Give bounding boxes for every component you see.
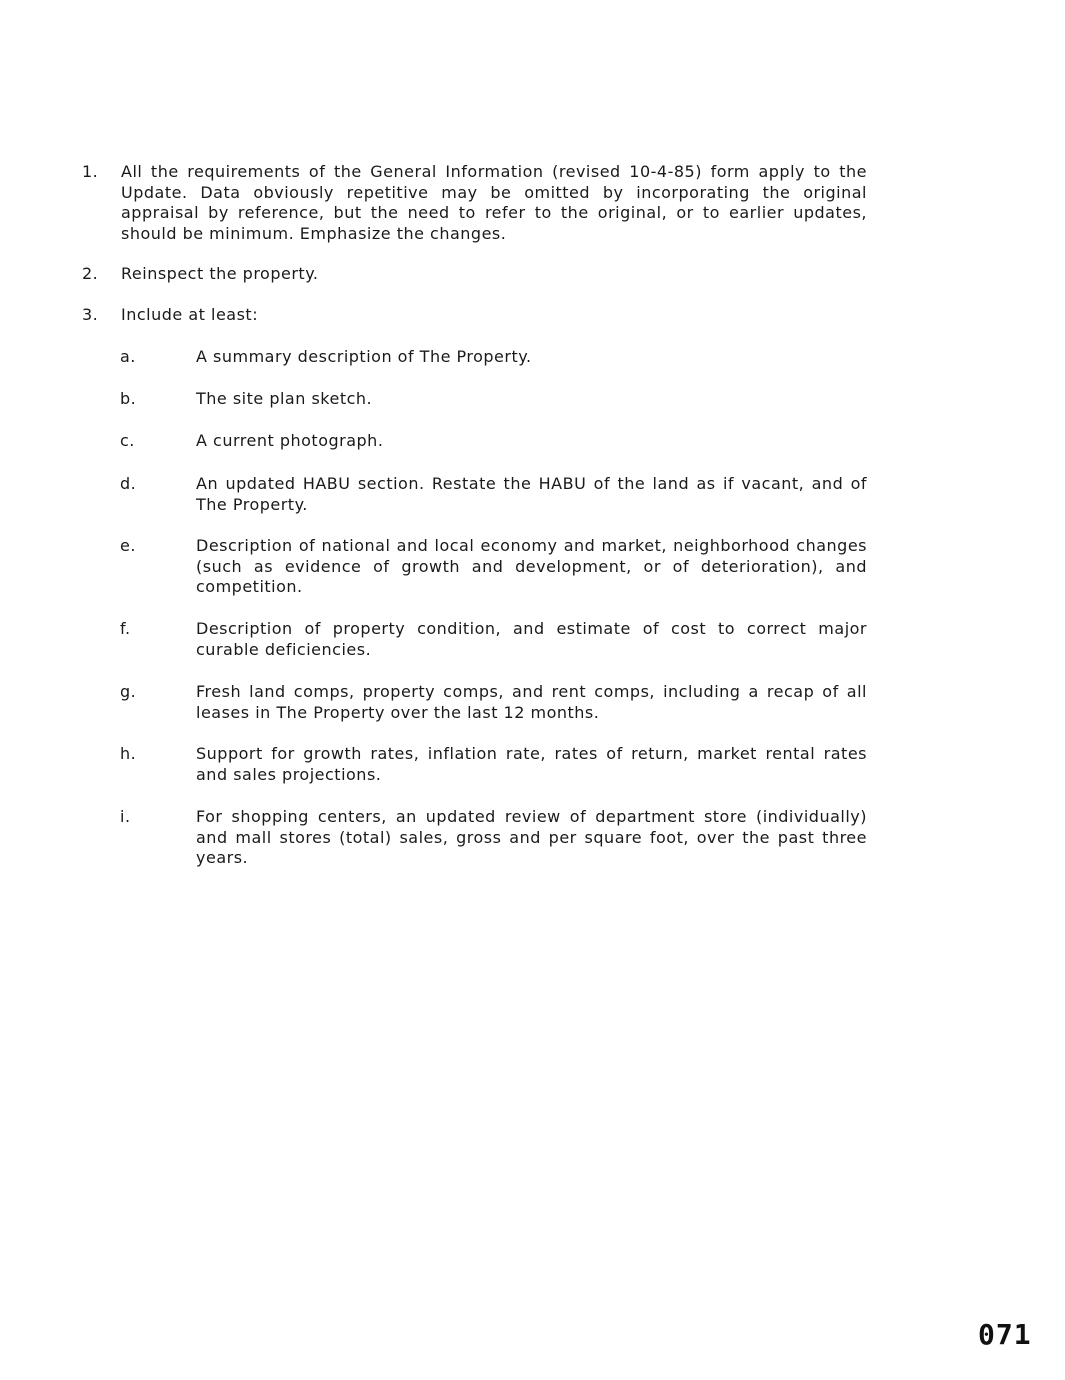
item-number: 1. xyxy=(82,162,99,181)
sub-item-text: The site plan sketch. xyxy=(196,389,373,408)
sub-item-text: Description of national and local economy and market, neighborhood changes (such as evidence of growth and development, or of deterioration), and competition. xyxy=(196,536,867,596)
page-number: 071 xyxy=(978,1318,1032,1351)
sub-item-text: Support for growth rates, inflation rate, rates of return, market rental rates and sales projections. xyxy=(196,744,867,784)
item-text: All the requirements of the General Information (revised 10-4-85) form apply to the Update. Data obviously repetitive may be omitted by incorporating the original appraisal by reference, but the need to refer to the original, or to earlier updates, should be minimum. Emphasize the changes. xyxy=(121,162,867,243)
sub-item-letter: c. xyxy=(120,431,135,450)
item-number: 2. xyxy=(82,264,99,283)
sub-item-text: A current photograph. xyxy=(196,431,384,450)
sub-item-letter: e. xyxy=(120,536,136,555)
item-text: Include at least: xyxy=(121,305,259,324)
sub-item-letter: h. xyxy=(120,744,137,763)
sub-item-letter: i. xyxy=(120,807,131,826)
sub-item-letter: a. xyxy=(120,347,136,366)
sub-item-letter: g. xyxy=(120,682,137,701)
item-text: Reinspect the property. xyxy=(121,264,319,283)
sub-item-text: An updated HABU section. Restate the HABU of the land as if vacant, and of The Property. xyxy=(196,474,867,514)
sub-item-text: A summary description of The Property. xyxy=(196,347,532,366)
sub-item-letter: b. xyxy=(120,389,137,408)
sub-item-text: For shopping centers, an updated review of department store (individually) and mall stores (total) sales, gross and per square foot, over the past three years. xyxy=(196,807,867,867)
item-number: 3. xyxy=(82,305,99,324)
sub-item-text: Fresh land comps, property comps, and rent comps, including a recap of all leases in The Property over the last 12 months. xyxy=(196,682,867,722)
sub-item-letter: d. xyxy=(120,474,137,493)
sub-item-letter: f. xyxy=(120,619,131,638)
sub-item-text: Description of property condition, and estimate of cost to correct major curable deficiencies. xyxy=(196,619,867,659)
